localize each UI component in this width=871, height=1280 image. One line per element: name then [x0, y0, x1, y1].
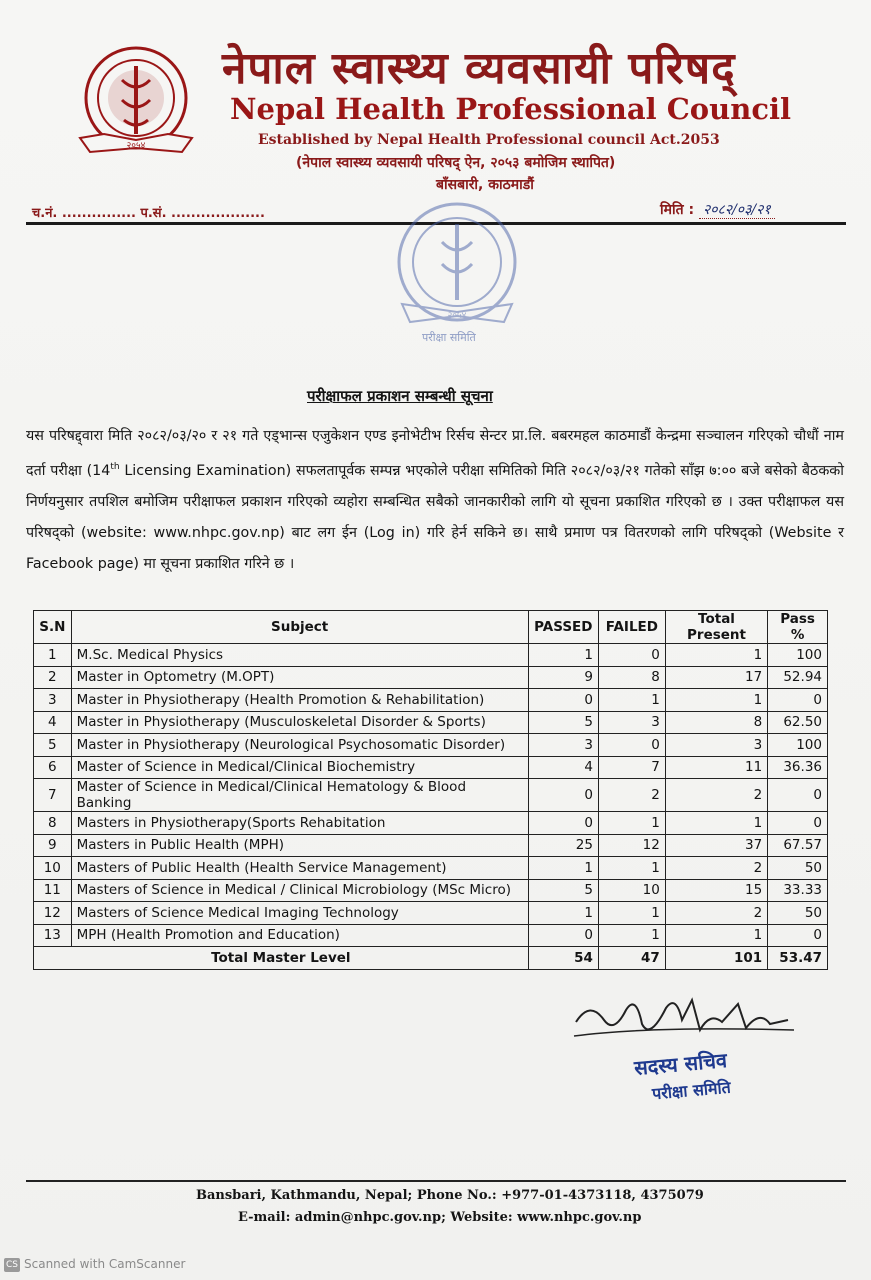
row-total-present: 1	[665, 812, 767, 835]
footer-email-website: E-mail: admin@nhpc.gov.np; Website: www.nhpc.gov.np	[238, 1210, 642, 1225]
established-act-nepali: (नेपाल स्वास्थ्य व्यवसायी परिषद् ऐन, २०५३ बमोजिम स्थापित)	[296, 155, 616, 171]
row-failed: 8	[598, 666, 665, 689]
date-label: मिति :	[660, 202, 695, 218]
row-failed: 7	[598, 756, 665, 779]
row-pass-percent: 36.36	[768, 756, 828, 779]
row-passed: 9	[528, 666, 598, 689]
exam-committee-seal	[392, 200, 522, 350]
header-pass-percent: Pass %	[768, 611, 828, 644]
row-total-present: 17	[665, 666, 767, 689]
header-subject: Subject	[71, 611, 528, 644]
row-sn: 10	[34, 857, 72, 880]
notice-paragraph-part2: Licensing Examination) सफलतापूर्वक सम्पन्न भएकोले परीक्षा समितिको मिति २०८२/०३/२१ गतेको साँझ ७:०० बजे बसेको बैठकको निर्णयनुसार तपशिल बमोजिम परीक्षाफल प्रकाशन गरिएको व्यहोरा सम्बन्धित सबैको जानकारीको लागि यो सूचना प्रकाशित गरिएको छ । उक्त परीक्षाफल यस परिषद्को (website: www.nhpc.gov.np) बाट लग ईन (Log in) गरि हेर्न सकिने छ। साथै प्रमाण पत्र वितरणको लागि परिषद्को (Website र Facebook page) मा सूचना प्रकाशित गरिने छ ।	[26, 462, 844, 572]
table-row	[34, 666, 828, 689]
row-subject: Master in Physiotherapy (Health Promotion & Rehabilitation)	[71, 689, 528, 712]
council-title-english: Nepal Health Professional Council	[230, 92, 792, 126]
row-subject: Master of Science in Medical/Clinical Hematology & Blood Banking	[71, 779, 528, 812]
table-row	[34, 756, 828, 779]
reference-number-line: च.नं. ............... प.सं. ...................	[32, 206, 265, 221]
row-sn: 11	[34, 879, 72, 902]
signatory-committee: परीक्षा समिति	[651, 1077, 732, 1104]
row-passed: 5	[528, 711, 598, 734]
row-failed: 1	[598, 902, 665, 925]
row-total-present: 15	[665, 879, 767, 902]
row-passed: 0	[528, 924, 598, 947]
council-title-nepali: नेपाल स्वास्थ्य व्यवसायी परिषद्	[222, 43, 736, 94]
results-body	[34, 644, 828, 947]
row-total-present: 2	[665, 779, 767, 812]
row-passed: 0	[528, 812, 598, 835]
row-total-present: 1	[665, 924, 767, 947]
row-sn: 1	[34, 644, 72, 667]
footer-address-phone: Bansbari, Kathmandu, Nepal; Phone No.: +977-01-4373118, 4375079	[196, 1188, 704, 1203]
row-total-present: 2	[665, 902, 767, 925]
row-sn: 4	[34, 711, 72, 734]
row-total-present: 37	[665, 834, 767, 857]
row-pass-percent: 100	[768, 734, 828, 757]
row-pass-percent: 100	[768, 644, 828, 667]
logo-year: २०५४	[126, 141, 146, 151]
row-failed: 1	[598, 924, 665, 947]
table-row	[34, 644, 828, 667]
row-total-present: 11	[665, 756, 767, 779]
row-subject: Masters in Physiotherapy(Sports Rehabitation	[71, 812, 528, 835]
header-failed: FAILED	[598, 611, 665, 644]
row-sn: 3	[34, 689, 72, 712]
established-act: Established by Nepal Health Professional council Act.2053	[258, 132, 720, 148]
row-failed: 0	[598, 644, 665, 667]
row-subject: MPH (Health Promotion and Education)	[71, 924, 528, 947]
table-row	[34, 902, 828, 925]
row-subject: Master in Physiotherapy (Musculoskeletal Disorder & Sports)	[71, 711, 528, 734]
results-table	[33, 610, 828, 970]
footer-divider	[26, 1180, 846, 1182]
table-row	[34, 689, 828, 712]
row-passed: 4	[528, 756, 598, 779]
row-pass-percent: 50	[768, 902, 828, 925]
council-logo	[74, 44, 198, 162]
row-passed: 25	[528, 834, 598, 857]
total-failed: 47	[598, 947, 665, 970]
table-row	[34, 812, 828, 835]
row-total-present: 8	[665, 711, 767, 734]
total-label: Total Master Level	[34, 947, 529, 970]
row-failed: 3	[598, 711, 665, 734]
row-failed: 12	[598, 834, 665, 857]
row-sn: 7	[34, 779, 72, 812]
row-failed: 1	[598, 857, 665, 880]
total-pass-percent: 53.47	[768, 947, 828, 970]
row-failed: 1	[598, 812, 665, 835]
row-pass-percent: 52.94	[768, 666, 828, 689]
row-total-present: 2	[665, 857, 767, 880]
table-row	[34, 924, 828, 947]
row-pass-percent: 62.50	[768, 711, 828, 734]
table-row	[34, 779, 828, 812]
row-passed: 1	[528, 902, 598, 925]
total-row	[34, 947, 828, 970]
table-row	[34, 734, 828, 757]
notice-paragraph-part1: यस परिषद्द्वारा मिति २०८२/०३/२० र २१ गते एड्भान्स एजुकेशन एण्ड इनोभेटीभ रिर्सच सेन्टर प्रा.लि. बबरमहल काठमाडौं केन्द्रमा सञ्चालन गरिएको चौधौं नाम दर्ता परीक्षा (14	[26, 428, 844, 479]
table-row	[34, 834, 828, 857]
row-passed: 1	[528, 857, 598, 880]
row-total-present: 1	[665, 689, 767, 712]
address-nepali: बाँसबारी, काठमाडौं	[436, 177, 534, 193]
row-pass-percent: 0	[768, 689, 828, 712]
row-sn: 8	[34, 812, 72, 835]
total-passed: 54	[528, 947, 598, 970]
row-pass-percent: 67.57	[768, 834, 828, 857]
row-sn: 12	[34, 902, 72, 925]
row-pass-percent: 33.33	[768, 879, 828, 902]
header-total-present: Total Present	[665, 611, 767, 644]
total-present: 101	[665, 947, 767, 970]
signatory-title: सदस्य सचिव	[633, 1047, 728, 1081]
row-total-present: 1	[665, 644, 767, 667]
row-subject: Masters in Public Health (MPH)	[71, 834, 528, 857]
notice-paragraph	[26, 421, 844, 580]
row-pass-percent: 0	[768, 812, 828, 835]
row-pass-percent: 0	[768, 924, 828, 947]
row-failed: 2	[598, 779, 665, 812]
header-passed: PASSED	[528, 611, 598, 644]
notice-title: परीक्षाफल प्रकाशन सम्बन्धी सूचना	[307, 387, 493, 405]
row-passed: 0	[528, 689, 598, 712]
row-sn: 2	[34, 666, 72, 689]
scanner-text: Scanned with CamScanner	[24, 1257, 186, 1271]
results-header-row	[34, 611, 828, 644]
row-sn: 5	[34, 734, 72, 757]
camscanner-icon: CS	[6, 1259, 18, 1270]
seal-label: परीक्षा समिति	[422, 331, 476, 344]
row-pass-percent: 50	[768, 857, 828, 880]
row-subject: Master in Physiotherapy (Neurological Psychosomatic Disorder)	[71, 734, 528, 757]
row-subject: Master in Optometry (M.OPT)	[71, 666, 528, 689]
row-subject: M.Sc. Medical Physics	[71, 644, 528, 667]
date-line	[660, 200, 775, 219]
scanner-watermark	[4, 1257, 185, 1272]
row-passed: 1	[528, 644, 598, 667]
table-row	[34, 711, 828, 734]
row-subject: Masters of Science Medical Imaging Technology	[71, 902, 528, 925]
row-passed: 0	[528, 779, 598, 812]
handwritten-signature	[570, 990, 800, 1050]
row-passed: 3	[528, 734, 598, 757]
row-subject: Masters of Public Health (Health Service Management)	[71, 857, 528, 880]
row-sn: 9	[34, 834, 72, 857]
notice-paragraph-sup: th	[110, 462, 120, 472]
row-passed: 5	[528, 879, 598, 902]
row-sn: 13	[34, 924, 72, 947]
row-pass-percent: 0	[768, 779, 828, 812]
table-row	[34, 857, 828, 880]
row-subject: Masters of Science in Medical / Clinical Microbiology (MSc Micro)	[71, 879, 528, 902]
header-sn: S.N	[34, 611, 72, 644]
row-sn: 6	[34, 756, 72, 779]
table-row	[34, 879, 828, 902]
date-value: २०८२/०३/२१	[699, 202, 775, 219]
row-subject: Master of Science in Medical/Clinical Biochemistry	[71, 756, 528, 779]
row-failed: 0	[598, 734, 665, 757]
row-total-present: 3	[665, 734, 767, 757]
seal-year: २०५४	[447, 311, 467, 321]
row-failed: 10	[598, 879, 665, 902]
row-failed: 1	[598, 689, 665, 712]
